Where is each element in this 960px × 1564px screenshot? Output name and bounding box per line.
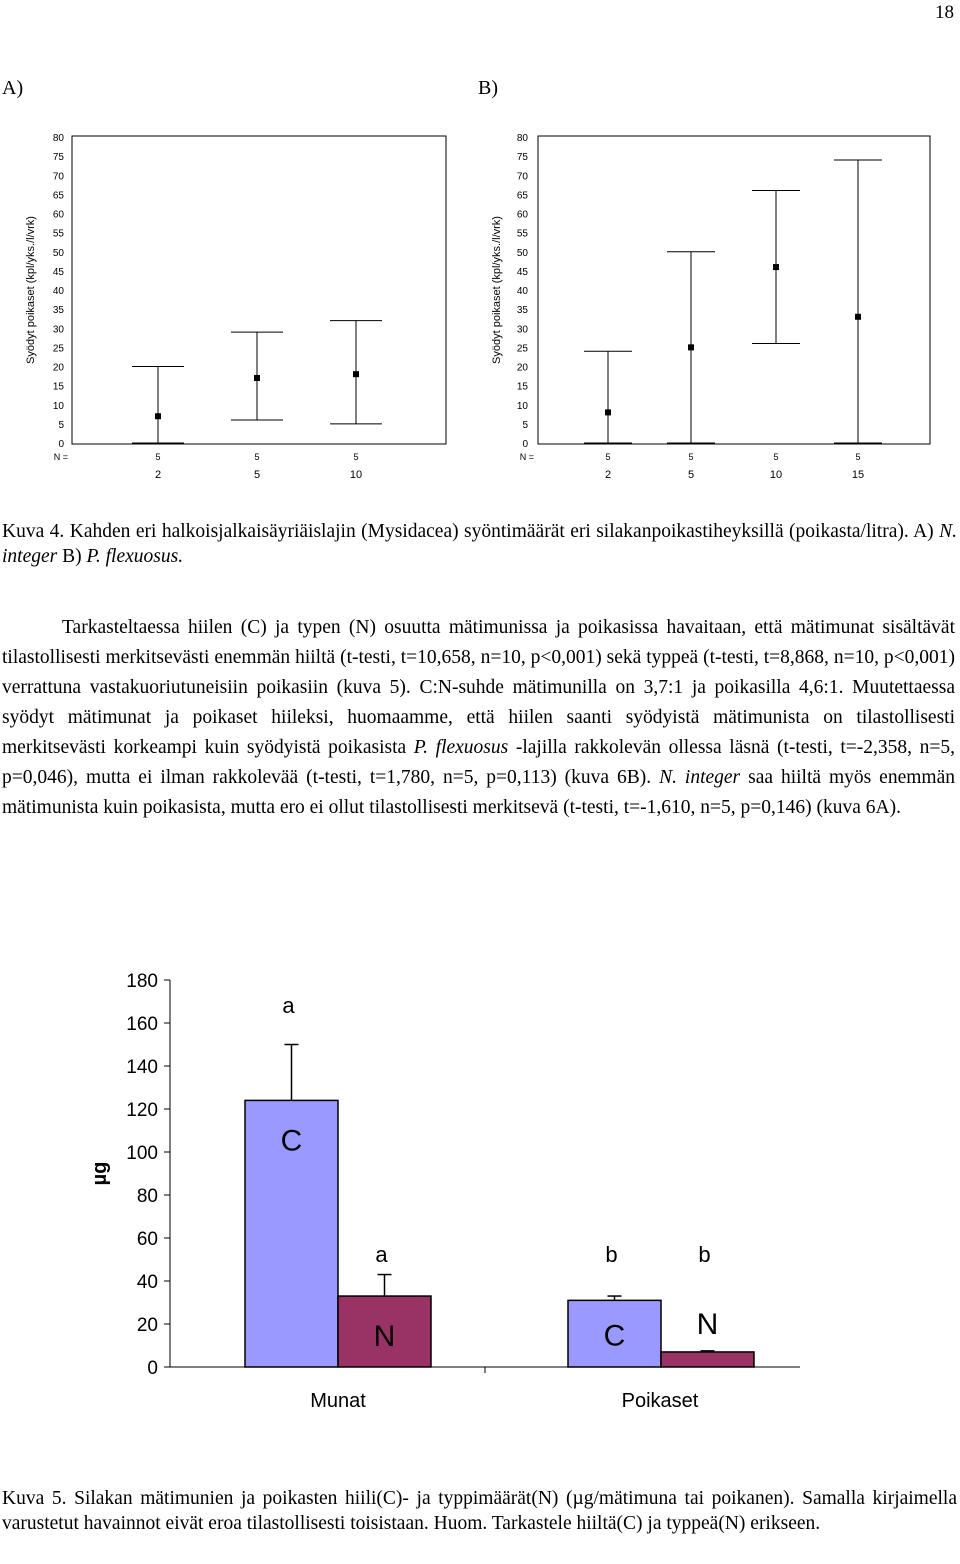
x-tick-label: Poikaset (621, 1390, 699, 1412)
y-tick-label: 55 (52, 228, 64, 240)
n-value: 5 (773, 452, 779, 462)
significance-letter: b (698, 1242, 711, 1267)
x-tick-label: 10 (769, 469, 783, 481)
n-label: N = (519, 452, 534, 462)
significance-letter: a (375, 1242, 388, 1267)
significance-letter: a (282, 993, 295, 1018)
y-tick-label: 55 (516, 228, 528, 240)
bar-series-label: N (373, 1320, 396, 1354)
panel-label-b: B) (478, 77, 498, 99)
plot-frame (72, 136, 446, 444)
y-tick-label: 80 (136, 1186, 158, 1207)
y-tick-label: 65 (52, 190, 64, 202)
figure-5-caption: Kuva 5. Silakan mätimunien ja poikasten hiili(C)- ja typpimäärät(N) (µg/mätimuna tai poikanen). Samalla kirjaimella varustetut havainnot eivät eroa tilastollisesti toisistaan. Huom. Tarkastele hiiltä(C) ja typpeä(N) erikseen. (2, 1488, 957, 1534)
n-value: 5 (155, 452, 161, 462)
y-tick-label: 50 (516, 247, 528, 259)
n-value: 5 (353, 452, 359, 462)
y-tick-label: 120 (126, 1100, 158, 1121)
y-tick-label: 15 (516, 381, 528, 393)
y-tick-label: 40 (52, 286, 64, 297)
y-tick-label: 180 (126, 971, 158, 992)
y-tick-label: 40 (136, 1272, 158, 1293)
y-tick-label: 10 (52, 400, 64, 412)
mean-marker (353, 371, 359, 377)
n-value: 5 (688, 452, 694, 462)
y-tick-label: 40 (516, 286, 528, 297)
y-tick-label: 160 (126, 1014, 158, 1035)
n-label: N = (53, 452, 68, 462)
y-tick-label: 50 (52, 247, 64, 259)
y-tick-label: 0 (147, 1358, 158, 1379)
y-tick-label: 25 (516, 343, 528, 355)
y-tick-label: 30 (516, 324, 528, 336)
plot-frame (538, 136, 930, 444)
mean-marker (855, 314, 861, 320)
y-tick-label: 60 (516, 209, 528, 221)
y-axis-title: µg (89, 1161, 111, 1186)
x-tick-label: 15 (851, 469, 865, 481)
n-value: 5 (254, 452, 260, 462)
y-tick-label: 70 (52, 171, 64, 183)
body-paragraph: Tarkasteltaessa hiilen (C) ja typen (N) osuutta mätimunissa ja poikasissa havaitaan, että mätimunat sisältävät tilastollisesti merkitsevästi enemmän hiiltä (t-testi, t=10,658, n=10, p<0,001) sekä typpeä (t-testi, t=8,868, n=10, p<0,001) verrattuna vastakuoriutuneisiin poikasiin (kuva 5). C:N-suhde mätimunilla on 3,7:1 ja poikasilla 4,6:1. Muutettaessa syödyt mätimunat ja poikaset hiileksi, huomaamme, että hiilen saanti syödyistä mätimunista on tilastollisesti merkitsevästi korkeampi kuin syödyistä poikasista P. flexuosus -lajilla rakkolevän ollessa läsnä (t-testi, t=-2,358, n=5, p=0,046), mutta ei ilman rakkolevää (t-testi, t=1,780, n=5, p=0,113) (kuva 6B). N. integer saa hiiltä myös enemmän mätimunista kuin poikasista, mutta ero ei ollut tilastollisesti merkitsevä (t-testi, t=-1,610, n=5, p=0,146) (kuva 6A). (2, 617, 955, 818)
y-tick-label: 35 (516, 305, 528, 317)
y-tick-label: 60 (52, 209, 64, 221)
x-tick-label: Munat (310, 1390, 366, 1412)
mean-marker (773, 264, 779, 270)
y-tick-label: 30 (52, 324, 64, 336)
bar-series-label: C (603, 1319, 626, 1353)
y-tick-label: 45 (52, 266, 64, 278)
x-tick-label: 5 (253, 469, 261, 481)
y-tick-label: 35 (52, 305, 64, 317)
mean-marker (688, 344, 694, 350)
y-tick-label: 15 (52, 381, 64, 393)
page-number: 18 (935, 2, 954, 23)
n-value: 5 (855, 452, 861, 462)
y-tick-label: 20 (136, 1315, 158, 1336)
mean-marker (155, 413, 161, 419)
figure-4-caption: Kuva 4. Kahden eri halkoisjalkaisäyriäislajin (Mysidacea) syöntimäärät eri silakanpoikastiheyksillä (poikasta/litra). A) N. integer B) P. flexuosus. (2, 521, 957, 567)
y-tick-label: 0 (58, 439, 64, 450)
mean-marker (254, 375, 260, 381)
y-tick-label: 75 (52, 152, 64, 164)
bar-N (661, 1352, 754, 1367)
figure-5-chart (0, 955, 960, 1425)
y-tick-label: 140 (126, 1057, 158, 1078)
y-tick-label: 100 (126, 1143, 158, 1164)
figure-4b-chart (470, 120, 960, 492)
n-value: 5 (605, 452, 611, 462)
y-tick-label: 5 (58, 419, 64, 431)
mean-marker (605, 409, 611, 415)
x-tick-label: 2 (154, 469, 162, 481)
y-tick-label: 75 (516, 152, 528, 164)
y-axis-title: Syödyt poikaset (kpl/yks./l/vrk) (25, 216, 37, 364)
y-tick-label: 65 (516, 190, 528, 202)
y-tick-label: 10 (516, 400, 528, 412)
y-tick-label: 25 (52, 343, 64, 355)
x-tick-label: 2 (604, 469, 612, 481)
figure-4a-chart (0, 120, 470, 492)
x-tick-label: 10 (349, 469, 363, 481)
y-tick-label: 20 (52, 362, 64, 374)
y-tick-label: 80 (52, 133, 64, 144)
y-tick-label: 70 (516, 171, 528, 183)
y-tick-label: 0 (522, 439, 528, 450)
y-tick-label: 45 (516, 266, 528, 278)
y-tick-label: 20 (516, 362, 528, 374)
significance-letter: b (605, 1242, 618, 1267)
y-tick-label: 5 (522, 419, 528, 431)
bar-series-label: C (280, 1124, 303, 1158)
bar-series-label: N (696, 1307, 719, 1341)
y-axis-title: Syödyt poikaset (kpl/yks./l/vrk) (491, 216, 503, 364)
panel-label-a: A) (2, 77, 24, 99)
y-tick-label: 60 (136, 1229, 158, 1250)
x-tick-label: 5 (687, 469, 695, 481)
y-tick-label: 80 (516, 133, 528, 144)
